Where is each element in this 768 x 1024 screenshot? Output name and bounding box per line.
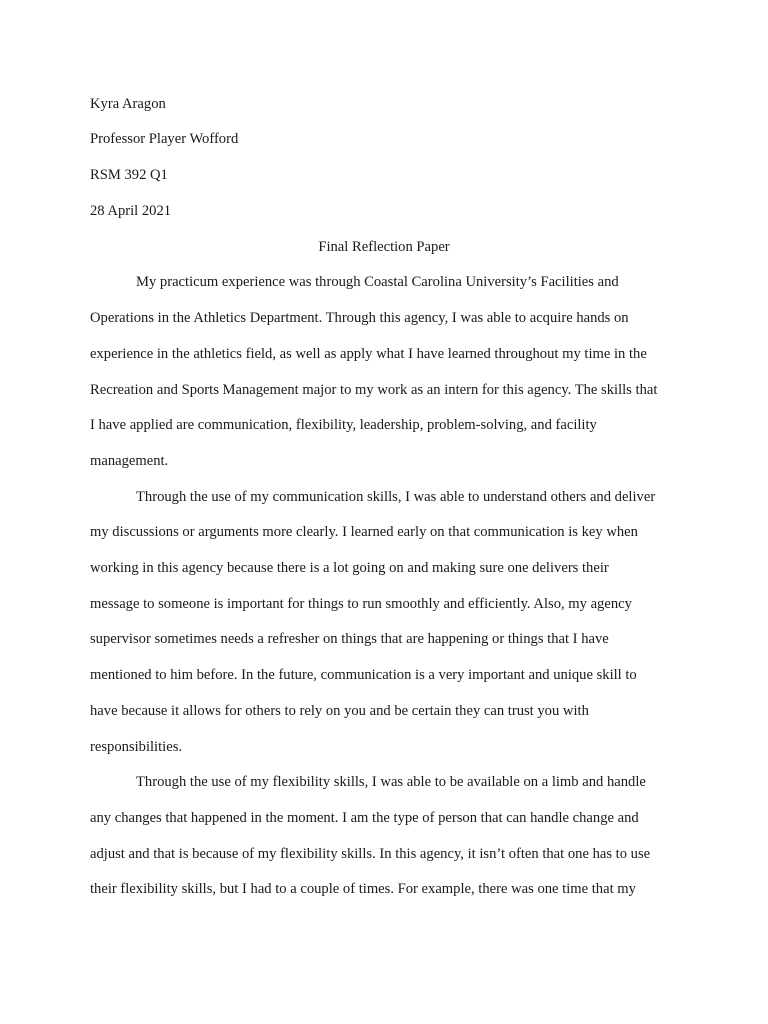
body-line: working in this agency because there is a lot going on and making sure one delivers their bbox=[90, 560, 609, 576]
body-line: mentioned to him before. In the future, communication is a very important and unique skill to bbox=[90, 667, 637, 683]
paper-title: Final Reflection Paper bbox=[318, 239, 450, 255]
author-name: Kyra Aragon bbox=[90, 96, 166, 112]
paper-date: 28 April 2021 bbox=[90, 203, 172, 219]
body-line: their flexibility skills, but I had to a couple of times. For example, there was one time that my bbox=[90, 881, 636, 897]
body-line: I have applied are communication, flexibility, leadership, problem-solving, and facility bbox=[90, 417, 597, 433]
body-line: any changes that happened in the moment. I am the type of person that can handle change and bbox=[90, 810, 639, 826]
body-line: supervisor sometimes needs a refresher on things that are happening or things that I have bbox=[90, 631, 609, 647]
body-line: message to someone is important for things to run smoothly and efficiently. Also, my agency bbox=[90, 596, 632, 612]
course-code: RSM 392 Q1 bbox=[90, 167, 168, 183]
body-line: Operations in the Athletics Department. Through this agency, I was able to acquire hands on bbox=[90, 310, 629, 326]
professor-name: Professor Player Wofford bbox=[90, 131, 239, 147]
body-line: My practicum experience was through Coastal Carolina University’s Facilities and bbox=[136, 274, 619, 290]
body-line: Recreation and Sports Management major to my work as an intern for this agency. The skills that bbox=[90, 382, 658, 398]
body-line: management. bbox=[90, 453, 169, 469]
body-line: Through the use of my communication skills, I was able to understand others and deliver bbox=[136, 489, 656, 505]
body-line: my discussions or arguments more clearly. I learned early on that communication is key when bbox=[90, 524, 638, 540]
body-line: responsibilities. bbox=[90, 739, 183, 755]
body-line: experience in the athletics field, as well as apply what I have learned throughout my time in the bbox=[90, 346, 647, 362]
body-line: have because it allows for others to rely on you and be certain they can trust you with bbox=[90, 703, 589, 719]
body-line: Through the use of my flexibility skills, I was able to be available on a limb and handle bbox=[136, 774, 646, 790]
body-line: adjust and that is because of my flexibility skills. In this agency, it isn’t often that one has to use bbox=[90, 846, 651, 862]
